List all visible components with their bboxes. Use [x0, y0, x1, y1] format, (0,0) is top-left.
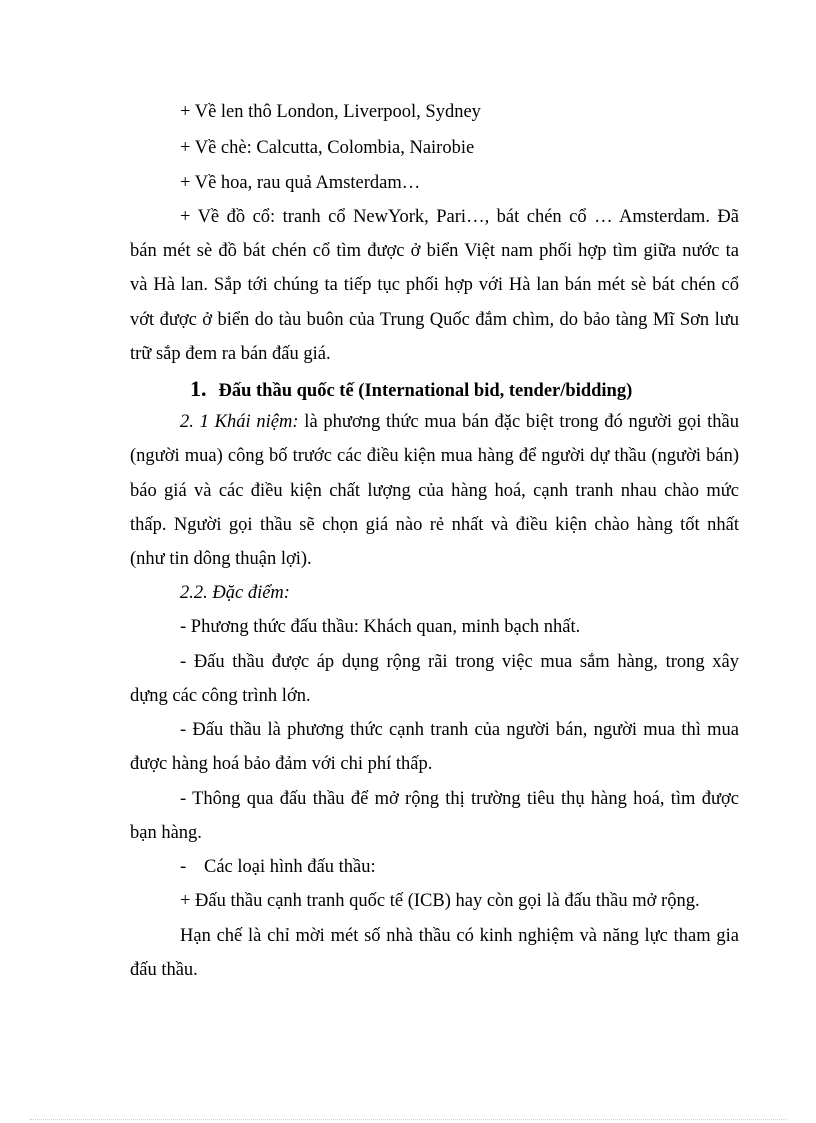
- bullet-item: Các loại hình đấu thầu:: [204, 857, 376, 877]
- paragraph-line: (như tin dông thuận lợi).: [130, 549, 312, 569]
- paragraph-line: đấu thầu.: [130, 960, 198, 980]
- list-item-flowers: + Về hoa, rau quả Amsterdam…: [180, 173, 421, 193]
- section-number: 1.: [190, 376, 207, 401]
- list-item-wool: + Về len thô London, Liverpool, Sydney: [180, 102, 481, 122]
- paragraph-line: trữ sắp đem ra bán đấu giá.: [130, 344, 331, 364]
- paragraph-line: được hàng hoá bảo đảm với chi phí thấp.: [130, 754, 433, 774]
- section-heading: [190, 378, 632, 402]
- paragraph-line: và Hà lan. Sắp tới chúng ta tiếp tục phối hợp với Hà lan bán mét sè bát chén cổ: [130, 275, 739, 295]
- paragraph-line: báo giá và các điều kiện chất lượng của hàng hoá, cạnh tranh nhau chào mức: [130, 481, 739, 501]
- bullet-item: - Phương thức đấu thầu: Khách quan, minh bạch nhất.: [180, 617, 581, 637]
- paragraph-line: (người mua) công bố trước các điều kiện mua hàng để người dự thầu (người bán): [130, 446, 739, 466]
- paragraph-line: dựng các công trình lớn.: [130, 686, 311, 706]
- section-title: Đấu thầu quốc tế (International bid, tender/bidding): [218, 381, 633, 401]
- definition-line: [180, 411, 739, 433]
- paragraph-line: bán mét sè đồ bát chén cổ tìm được ở biển Việt nam phối hợp tìm giữa nước ta: [130, 241, 739, 261]
- definition-label: 2. 1 Khái niệm:: [180, 412, 299, 432]
- subsection-heading: 2.2. Đặc điểm:: [180, 583, 290, 603]
- definition-text: là phương thức mua bán đặc biệt trong đó người gọi thầu: [298, 412, 739, 432]
- bullet-item: - Thông qua đấu thầu để mở rộng thị trường tiêu thụ hàng hoá, tìm được: [180, 789, 739, 809]
- paragraph-line: thấp. Người gọi thầu sẽ chọn giá nào rẻ nhất và điều kiện chào hàng tốt nhất: [130, 515, 739, 535]
- list-item-antiques: + Về đồ cổ: tranh cổ NewYork, Pari…, bát chén cổ … Amsterdam. Đã: [180, 207, 739, 227]
- list-item-tea: + Về chè: Calcutta, Colombia, Nairobie: [180, 138, 475, 158]
- list-item: + Đấu thầu cạnh tranh quốc tế (ICB) hay còn gọi là đấu thầu mở rộng.: [180, 891, 700, 911]
- paragraph-line: Hạn chế là chỉ mời mét số nhà thầu có kinh nghiệm và năng lực tham gia: [180, 926, 739, 946]
- bullet-item: - Đấu thầu được áp dụng rộng rãi trong việc mua sắm hàng, trong xây: [180, 652, 739, 672]
- bullet-dash: -: [180, 857, 187, 877]
- paragraph-line: vớt được ở biển do tàu buôn của Trung Quốc đắm chìm, do bảo tàng Mĩ Sơn lưu: [130, 310, 739, 330]
- bullet-item: - Đấu thầu là phương thức cạnh tranh của người bán, người mua thì mua: [180, 720, 739, 740]
- page-bottom-divider: [30, 1119, 786, 1120]
- paragraph-line: bạn hàng.: [130, 823, 202, 843]
